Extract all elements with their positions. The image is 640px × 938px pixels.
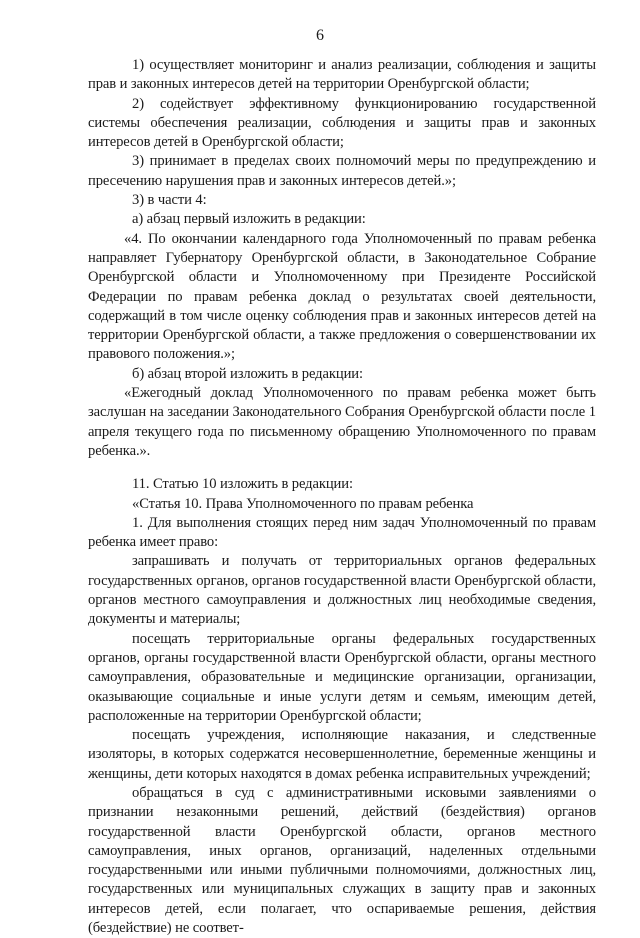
paragraph-right-visit-institutions: посещать учреждения, исполняющие наказания, и следственные изоляторы, в которых содержатся несовершеннолетние, беременные женщины и женщины, дети которых находятся в домах ребенка исправительных учреждений; [88,727,596,782]
paragraph-item-3: 3) принимает в пределах своих полномочий меры по предупреждению и пресечению нарушения прав и законных интересов детей.»; [88,153,596,189]
paragraph-item-11: 11. Статью 10 изложить в редакции: [132,476,353,493]
page-number: 6 [316,27,324,44]
section-gap [88,461,596,475]
paragraph-subitem-a: а) абзац первый изложить в редакции: [132,211,366,228]
paragraph-part-4: 3) в части 4: [132,192,207,209]
document-body [88,56,596,938]
paragraph-article-10-part-1: 1. Для выполнения стоящих перед ним задач Уполномоченный по правам ребенка имеет право: [88,514,596,551]
paragraph-right-court: обращаться в суд с административными исковыми заявлениями о признании незаконными решений, действий (бездействия) органов государственной власти Оренбургской области, органов местного самоуправления, иных органов, организаций, наделенных отдельными государственными или иными публичными полномочиями, должностных лиц, государственных или муниципальных служащих в защиту прав и законных интересов детей, если полагает, что оспариваемые решения, действия (бездействие) не соответ- [88,784,596,937]
paragraph-right-request: запрашивать и получать от территориальных органов федеральных государственных органов, органов государственной власти Оренбургской области, органов местного самоуправления и должностных лиц необходимые сведения, документы и материалы; [88,553,596,628]
paragraph-item-1: 1) осуществляет мониторинг и анализ реализации, соблюдения и защиты прав и законных интересов детей на территории Оренбургской области; [88,57,596,93]
paragraph-item-2: 2) содействует эффективному функционированию государственной системы обеспечения реализации, соблюдения и защиты прав и законных интересов детей в Оренбургской области; [88,95,596,151]
paragraph-quote-part-4: «4. По окончании календарного года Уполномоченный по правам ребенка направляет Губернатору Оренбургской области, в Законодательное Собрание Оренбургской области и Уполномоченному при Президенте Российской Федерации по правам ребенка доклад о результатах своей деятельности, содержащий в том числе оценку соблюдения прав и законных интересов детей на территории Оренбургской области, а также предложения о совершенствовании их правового положения.»; [88,230,596,363]
paragraph-subitem-b: б) абзац второй изложить в редакции: [132,365,363,382]
paragraph-quote-annual-report: «Ежегодный доклад Уполномоченного по правам ребенка может быть заслушан на заседании Законодательного Собрания Оренбургской области после 1 апреля текущего года по письменному обращению Уполномоченного по правам ребенка.». [88,385,596,459]
paragraph-right-visit-bodies: посещать территориальные органы федеральных государственных органов, органы государственной власти Оренбургской области, органы местного самоуправления, образовательные и медицинские организации, организации, оказывающие социальные и иные услуги детям и семьям, имеющим детей, расположенные на территории Оренбургской области; [88,630,596,724]
article-10-heading: «Статья 10. Права Уполномоченного по правам ребенка [132,495,474,512]
